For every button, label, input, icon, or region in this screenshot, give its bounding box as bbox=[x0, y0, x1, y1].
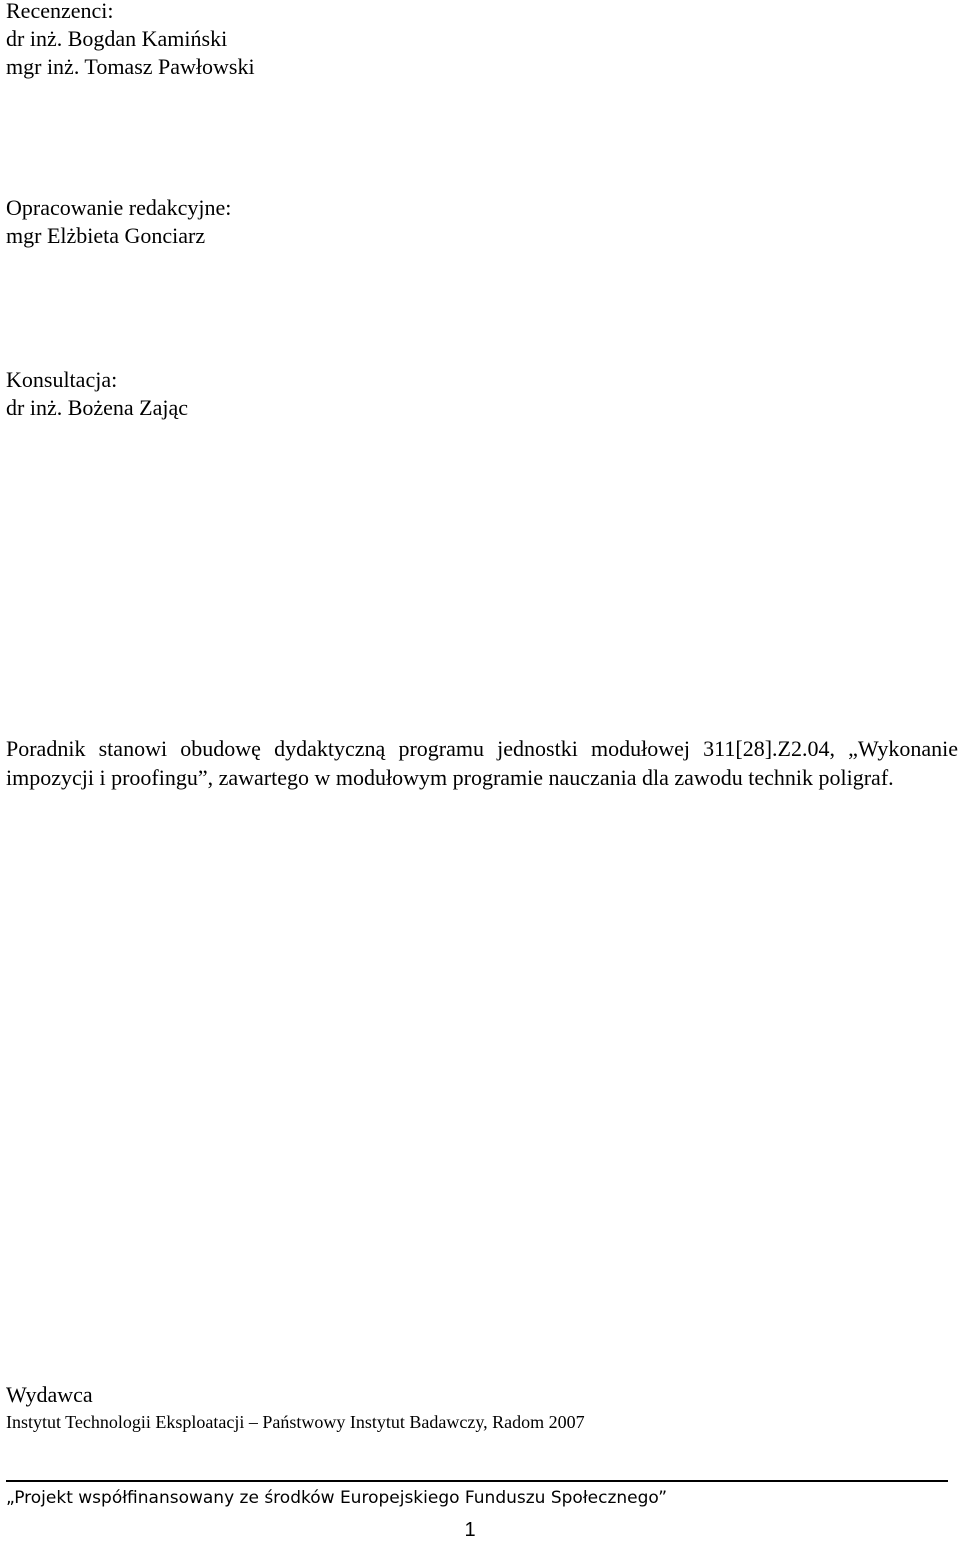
editorial-section bbox=[6, 194, 231, 250]
publisher-label: Wydawca bbox=[6, 1382, 93, 1407]
funding-note: „Projekt współfinansowany ze środków Europejskiego Funduszu Społecznego” bbox=[6, 1488, 668, 1508]
page-number: 1 bbox=[464, 1519, 476, 1541]
reviewers-heading: Recenzenci: bbox=[6, 0, 114, 23]
description-paragraph: Poradnik stanowi obudowę dydaktyczną programu jednostki modułowej 311[28].Z2.04, „Wykonanie impozycji i proofingu”, zawartego w modułowym programie nauczania dla zawodu technik poligraf. bbox=[6, 736, 958, 790]
reviewers-section bbox=[6, 0, 255, 81]
publisher-name: Instytut Technologii Eksploatacji – Państwowy Instytut Badawczy, Radom 2007 bbox=[6, 1412, 585, 1432]
footer-divider bbox=[6, 1480, 948, 1482]
reviewer-name: mgr inż. Tomasz Pawłowski bbox=[6, 54, 255, 79]
consultant-name: dr inż. Bożena Zając bbox=[6, 395, 189, 420]
editorial-heading: Opracowanie redakcyjne: bbox=[6, 195, 232, 220]
editor-name: mgr Elżbieta Gonciarz bbox=[6, 223, 206, 248]
consultation-section bbox=[6, 366, 188, 422]
consultation-heading: Konsultacja: bbox=[6, 367, 118, 392]
reviewer-name: dr inż. Bogdan Kamiński bbox=[6, 26, 228, 51]
